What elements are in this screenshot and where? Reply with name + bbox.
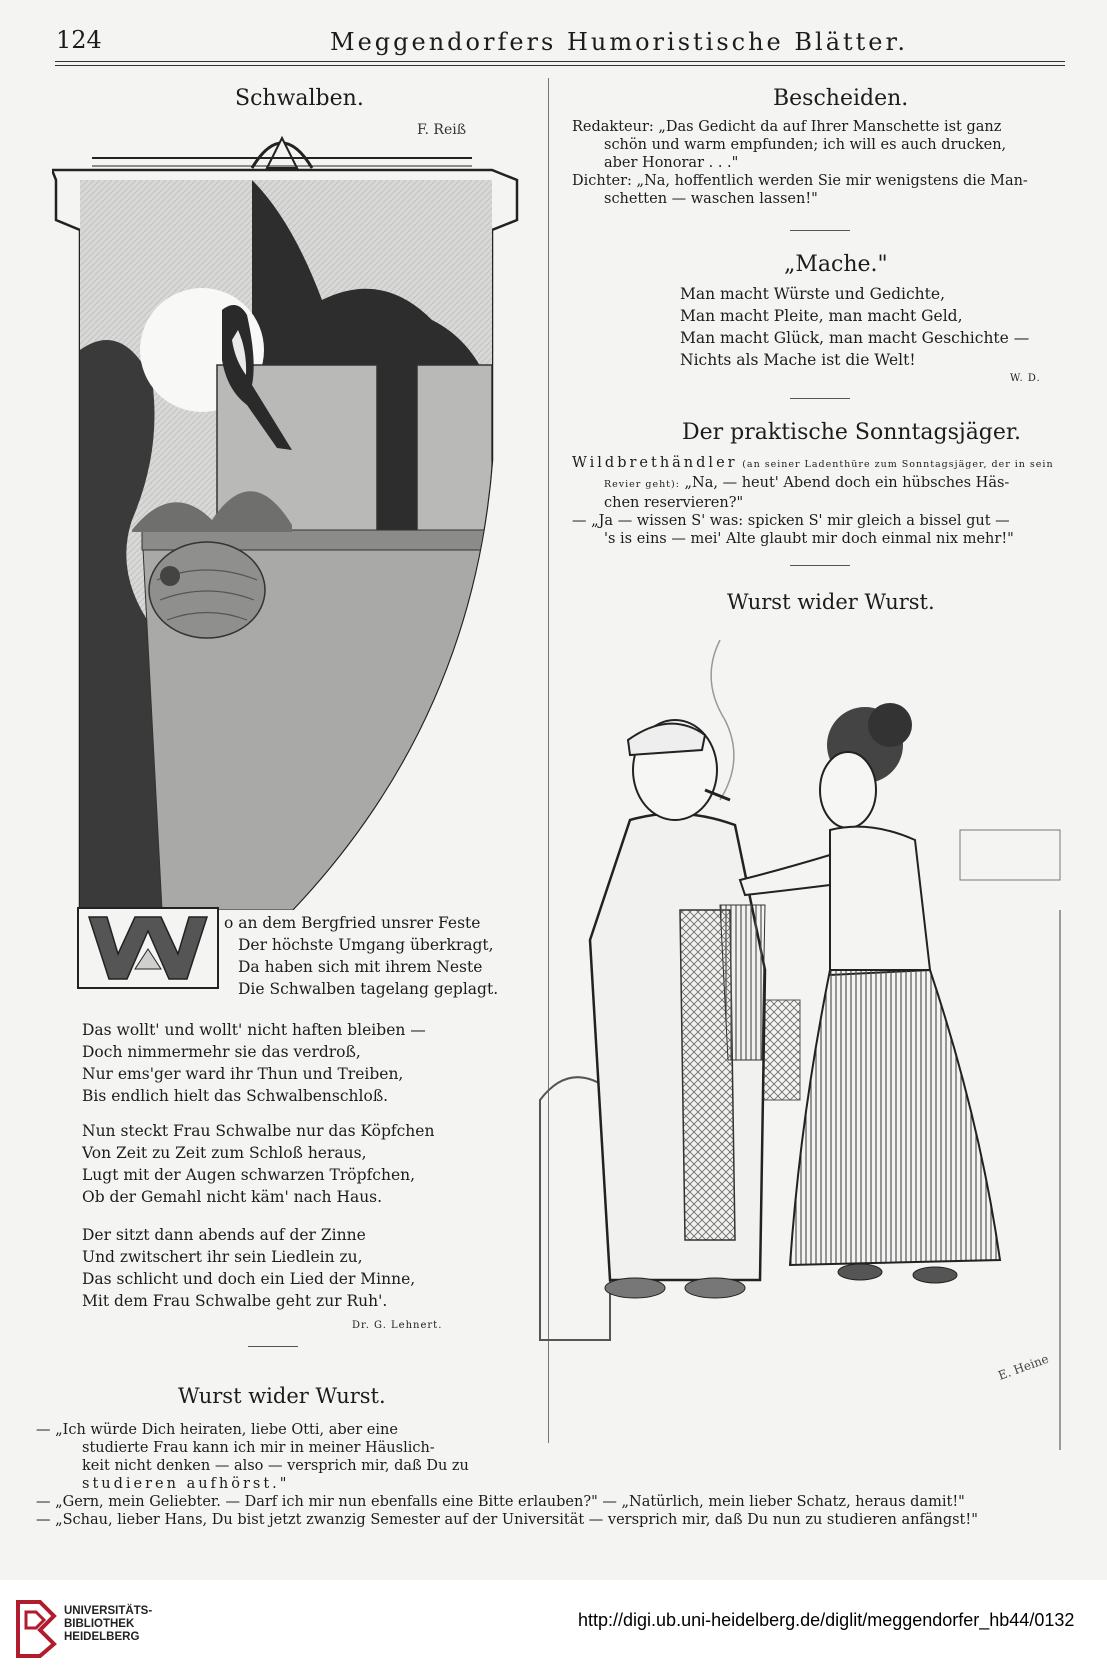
poem-line: Man macht Pleite, man macht Geld,: [680, 307, 963, 325]
mache-title: „Mache.": [784, 252, 888, 277]
poem-line: Da haben sich mit ihrem Neste: [238, 958, 483, 976]
mache-poem: [680, 283, 1029, 371]
prose-line: schetten — waschen lassen!": [604, 191, 818, 207]
poem-line: Nur ems'ger ward ihr Thun und Treiben,: [82, 1065, 404, 1083]
source-url-link[interactable]: http://digi.ub.uni-heidelberg.de/diglit/meggendorfer_hb44/0132: [578, 1610, 1075, 1630]
prose-line: studieren aufhörst.": [82, 1476, 290, 1492]
poem-line: o an dem Bergfried unsrer Feste: [224, 914, 481, 932]
jaeger-line-1: „Na, — heut' Abend doch ein hübsches Häs-: [684, 475, 1010, 491]
library-line-3: HEIDELBERG: [64, 1631, 140, 1643]
jaeger-note: (an seiner Ladenthüre zum Sonntagsjäger, der in sein: [742, 459, 1054, 470]
stanza-1: [224, 912, 498, 1000]
prose-line: schön und warm empfunden; ich will es auch drucken,: [604, 137, 1007, 153]
prose-line: — „Ich würde Dich heiraten, liebe Otti, aber eine: [36, 1422, 398, 1438]
jaeger-note-2: Revier geht):: [604, 479, 680, 490]
prose-line: — „Schau, lieber Hans, Du bist jetzt zwanzig Semester auf der Universität — versprich mir, daß Du nun zu studieren anfängst!": [36, 1512, 978, 1528]
poem-line: Von Zeit zu Zeit zum Schloß heraus,: [82, 1144, 367, 1162]
jaeger-line-4: 's is eins — mei' Alte glaubt mir doch einmal nix mehr!": [604, 531, 1014, 547]
wurst-title-left: Wurst wider Wurst.: [178, 1384, 386, 1408]
poem-line: Ob der Gemahl nicht käm' nach Haus.: [82, 1188, 383, 1206]
prose-line: Redakteur: „Das Gedicht da auf Ihrer Manschette ist ganz: [572, 119, 1002, 135]
jaeger-line-2: chen reservieren?": [604, 495, 744, 511]
poem-line: Man macht Glück, man macht Geschichte —: [680, 329, 1030, 347]
poem-author: Dr. G. Lehnert.: [352, 1320, 443, 1331]
couple-cartoon: [530, 640, 1070, 1460]
poem-line: Die Schwalben tagelang geplagt.: [238, 980, 499, 998]
jaeger-line-3: — „Ja — wissen S' was: spicken S' mir gleich a bissel gut —: [572, 513, 1010, 529]
poem-line: Nun steckt Frau Schwalbe nur das Köpfchen: [82, 1122, 435, 1140]
header-rule-top: [55, 61, 1065, 62]
poem-line: Lugt mit der Augen schwarzen Tröpfchen,: [82, 1166, 416, 1184]
poem-line: Doch nimmermehr sie das verdroß,: [82, 1043, 361, 1061]
separator-rule: [790, 565, 850, 566]
running-title: Meggendorfers Humoristische Blätter.: [330, 28, 908, 56]
library-line-1: UNIVERSITÄTS-: [64, 1605, 153, 1617]
bescheiden-text: [572, 118, 1028, 208]
stanza-2: [82, 1019, 426, 1107]
wurst-text-left: [36, 1421, 469, 1493]
poem-line: Bis endlich hielt das Schwalbenschloß.: [82, 1087, 389, 1105]
jaeger-text: [572, 454, 1060, 548]
footer-bar: [0, 1580, 1107, 1677]
separator-rule: [248, 1346, 298, 1347]
library-logo-icon: [14, 1598, 58, 1660]
poem-line: Der höchste Umgang überkragt,: [238, 936, 494, 954]
stanza-4: [82, 1224, 415, 1312]
poem-line: Mit dem Frau Schwalbe geht zur Ruh'.: [82, 1292, 388, 1310]
mache-author: W. D.: [1010, 373, 1041, 384]
poem-line: Das wollt' und wollt' nicht haften bleiben —: [82, 1021, 426, 1039]
jaeger-speaker: Wildbrethändler: [572, 455, 738, 471]
separator-rule: [790, 230, 850, 231]
poem-line: Der sitzt dann abends auf der Zinne: [82, 1226, 366, 1244]
library-line-2: BIBLIOTHEK: [64, 1618, 135, 1630]
poem-line: Das schlicht und doch ein Lied der Minne,: [82, 1270, 416, 1288]
bescheiden-title: Bescheiden.: [773, 86, 909, 111]
jaeger-title: Der praktische Sonntagsjäger.: [682, 420, 1022, 445]
poem-line: Und zwitschert ihr sein Liedlein zu,: [82, 1248, 363, 1266]
cartoon-signature: E. Heine: [996, 1351, 1051, 1383]
poem-line: Man macht Würste und Gedichte,: [680, 285, 945, 303]
prose-line: studierte Frau kann ich mir in meiner Häuslich-: [82, 1440, 435, 1456]
stanza-3: [82, 1120, 434, 1208]
bottom-dialogue: [36, 1493, 978, 1529]
page-number: 124: [56, 26, 102, 54]
wurst-title-right: Wurst wider Wurst.: [727, 590, 935, 614]
prose-line: — „Gern, mein Geliebter. — Darf ich mir nun ebenfalls eine Bitte erlauben?" — „Natürlich, mein lieber Schatz, heraus damit!": [36, 1494, 965, 1510]
drop-cap-box: [77, 907, 219, 989]
prose-line: aber Honorar . . .": [604, 155, 739, 171]
illustration-signature: F. Reiß: [417, 122, 467, 138]
schwalben-title: Schwalben.: [235, 86, 364, 111]
header-rule-bottom: [55, 65, 1065, 66]
poem-line: Nichts als Mache ist die Welt!: [680, 351, 916, 369]
prose-line: keit nicht denken — also — versprich mir, daß Du zu: [82, 1458, 469, 1474]
library-name: [64, 1605, 152, 1644]
drop-cap-ornament: [79, 909, 217, 987]
separator-rule: [790, 398, 850, 399]
prose-line: Dichter: „Na, hoffentlich werden Sie mir wenigstens die Man-: [572, 173, 1028, 189]
swallow-illustration: [52, 120, 522, 910]
